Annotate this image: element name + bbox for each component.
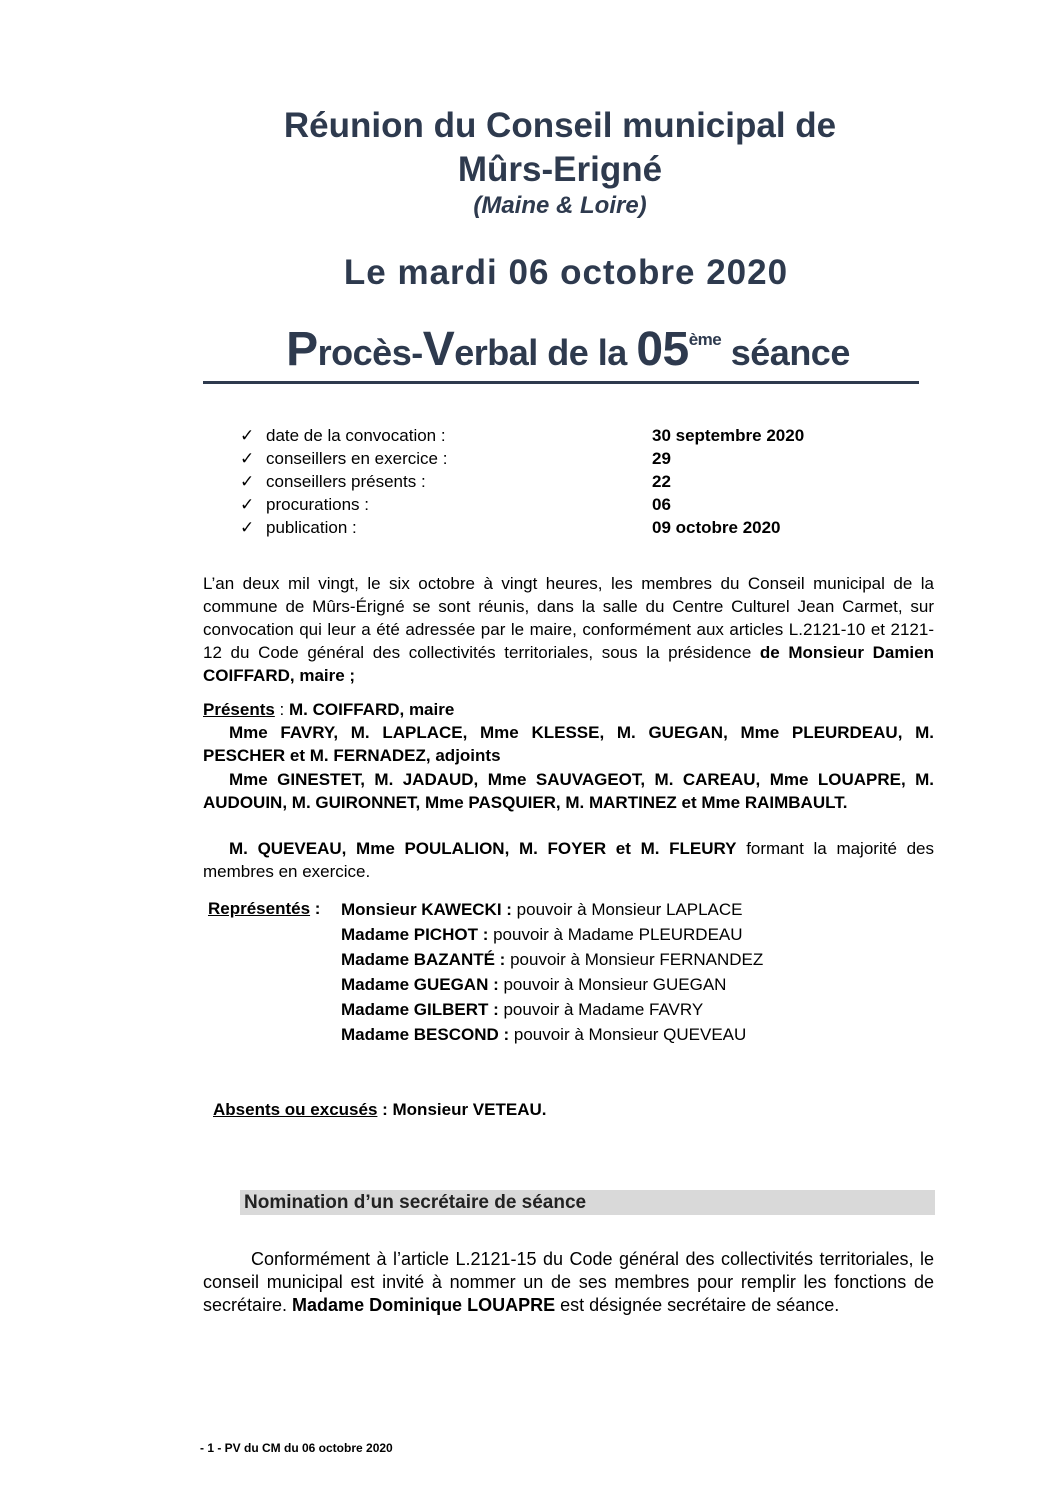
info-label: date de la convocation : (266, 426, 446, 445)
subtitle: (Maine & Loire) (473, 192, 647, 219)
info-row (240, 472, 940, 495)
info-label: publication : (266, 518, 357, 537)
presents-last-rest: formant la majorité des membres en exercice. (203, 839, 934, 881)
rep-text: pouvoir à Madame PLEURDEAU (488, 925, 743, 944)
rep-name: Madame BESCOND : (341, 1025, 510, 1044)
intro-text: L’an deux mil vingt, le six octobre à vingt heures, les membres du Conseil municipal de la commune de Mûrs-Érigné se sont réunis, dans la salle du Centre Culturel Jean Carmet, sur convocation qui leur a été adressée par le maire, conformément aux articles L.2121-10 et 2121-12 du Code général des collectivités territoriales, sous la présidence (203, 574, 934, 662)
intro-bold: de Monsieur Damien COIFFARD, maire ; (203, 643, 934, 685)
info-row (240, 449, 940, 472)
rep-text: pouvoir à Monsieur FERNANDEZ (505, 950, 764, 969)
rep-name: Madame BAZANTÉ : (341, 950, 506, 969)
pv-p-rest: rocès- (317, 332, 423, 373)
section-paragraph (203, 1248, 934, 1317)
rep-name: Madame GILBERT : (341, 1000, 499, 1019)
info-value: 09 octobre 2020 (652, 518, 781, 537)
presents-adjoints-text: Mme FAVRY, M. LAPLACE, Mme KLESSE, M. GUEGAN, Mme PLEURDEAU, M. PESCHER et M. FERNADEZ, adjoints (203, 723, 934, 765)
info-value: 22 (652, 472, 671, 491)
info-label: conseillers en exercice : (266, 449, 448, 468)
list-item (341, 1022, 763, 1047)
rep-name: Madame GUEGAN : (341, 975, 499, 994)
pv-v-rest: erbal de la (454, 332, 637, 373)
representes-list (341, 897, 763, 1047)
pv-superscript: ème (688, 330, 722, 349)
check-icon: ✓ (240, 495, 255, 514)
info-label: procurations : (266, 495, 369, 514)
representes-sep: : (310, 899, 321, 918)
pv-title (0, 322, 1058, 377)
rep-name: Monsieur KAWECKI : (341, 900, 512, 919)
section-text-before: Conformément à l’article L.2121-15 du Code général des collectivités territoriales, le conseil municipal est invité à nommer un de ses membres pour remplir les fonctions de secrétaire. (203, 1249, 934, 1315)
absents-line (213, 1100, 546, 1120)
list-item (341, 947, 763, 972)
presents-adjoints (203, 721, 934, 767)
intro-paragraph (203, 572, 934, 687)
section-text-after: est désignée secrétaire de séance. (555, 1295, 840, 1315)
title-line-1: Réunion du Conseil municipal de (283, 106, 837, 145)
pv-end: séance (721, 332, 850, 373)
rep-name: Madame PICHOT : (341, 925, 489, 944)
presents-line (203, 698, 934, 721)
info-row (240, 518, 940, 541)
presents-last-bold: M. QUEVEAU, Mme POULALION, M. FOYER et M. FLEURY (229, 839, 737, 858)
info-row (240, 426, 940, 449)
representes-label: Représentés (208, 899, 311, 918)
check-icon: ✓ (240, 518, 255, 537)
section-title: Nomination d’un secrétaire de séance (244, 1192, 587, 1213)
info-label: conseillers présents : (266, 472, 426, 491)
absents-label: Absents ou excusés (213, 1100, 378, 1119)
rep-text: pouvoir à Monsieur GUEGAN (498, 975, 727, 994)
presents-maire: M. COIFFARD, maire (289, 700, 455, 719)
pv-v-big: V (422, 323, 455, 376)
info-value: 06 (652, 495, 671, 514)
representes-label-line (208, 899, 320, 919)
pv-p-big: P (286, 323, 318, 376)
title-divider (203, 381, 919, 384)
pv-number: 05 (636, 323, 689, 376)
check-icon: ✓ (240, 472, 255, 491)
presents-sep: : (274, 700, 289, 719)
info-value: 30 septembre 2020 (652, 426, 805, 445)
check-icon: ✓ (240, 426, 255, 445)
title-line-2: Mûrs-Erigné (457, 150, 663, 189)
list-item (341, 897, 763, 922)
rep-text: pouvoir à Madame FAVRY (498, 1000, 704, 1019)
check-icon: ✓ (240, 449, 255, 468)
page-footer: - 1 - PV du CM du 06 octobre 2020 (200, 1441, 393, 1455)
info-row (240, 495, 940, 518)
rep-text: pouvoir à Monsieur LAPLACE (511, 900, 743, 919)
list-item (341, 922, 763, 947)
presents-conseillers-text: Mme GINESTET, M. JADAUD, Mme SAUVAGEOT, M. CAREAU, Mme LOUAPRE, M. AUDOUIN, M. GUIRONNET, Mme PASQUIER, M. MARTINEZ et Mme RAIMBAULT. (203, 770, 934, 812)
presents-label: Présents (203, 700, 275, 719)
presents-last (203, 837, 934, 883)
section-bold: Madame Dominique LOUAPRE (292, 1295, 556, 1315)
list-item (341, 972, 763, 997)
rep-text: pouvoir à Monsieur QUEVEAU (509, 1025, 747, 1044)
absents-text: : Monsieur VETEAU. (377, 1100, 547, 1119)
presents-conseillers (203, 768, 934, 814)
meeting-date-title: Le mardi 06 octobre 2020 (343, 253, 789, 292)
info-value: 29 (652, 449, 671, 468)
list-item (341, 997, 763, 1022)
